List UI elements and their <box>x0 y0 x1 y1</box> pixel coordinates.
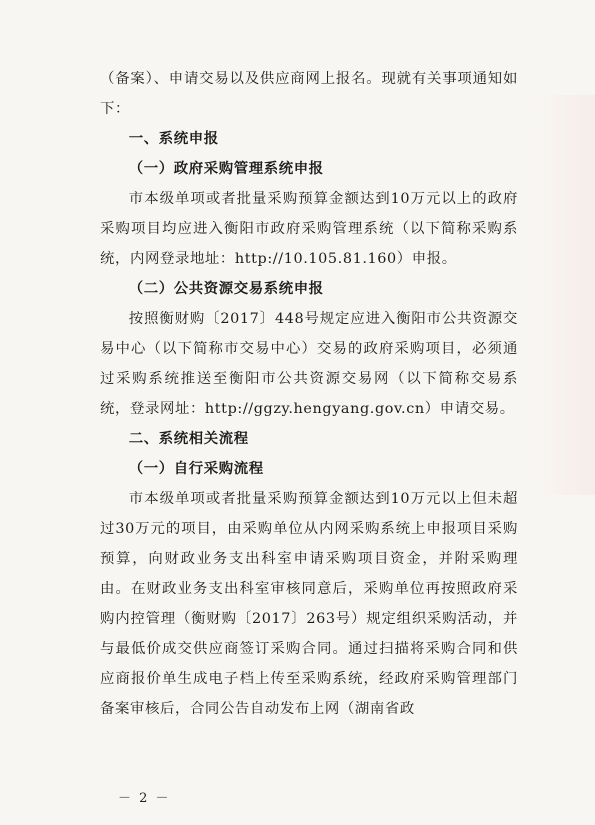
section-heading-system-declaration: 一、系统申报 <box>128 131 219 147</box>
subsection-heading-procurement-system: （一）政府采购管理系统申报 <box>128 160 324 177</box>
section-heading-system-process: 二、系统相关流程 <box>128 431 249 447</box>
red-header-bleed-through <box>535 95 595 495</box>
subsection-heading-self-procurement: （一）自行采购流程 <box>128 460 264 477</box>
subsection-heading-public-resource-system: （二）公共资源交易系统申报 <box>128 280 324 297</box>
paragraph-procurement-system: 市本级单项或者批量采购预算金额达到10万元以上的政府采购项目均应进入衡阳市政府采购管理系统（以下简称采购系统，内网登录地址：http://10.105.81.160）申报。 <box>100 191 518 267</box>
paragraph-public-resource-system: 按照衡财购〔2017〕448号规定应进入衡阳市公共资源交易中心（以下简称市交易中心）交易的政府采购项目，必须通过采购系统推送至衡阳市公共资源交易网（以下简称交易系统，登录网址：http://ggzy.hengyang.gov.cn）申请交易。 <box>100 311 518 417</box>
paragraph-self-procurement: 市本级单项或者批量采购预算金额达到10万元以上但未超过30万元的项目，由采购单位从内网采购系统上申报项目采购预算，向财政业务支出科室申请采购项目资金，并附采购理由。在财政业务支出科室审核同意后，采购单位再按照政府采购内控管理（衡财购〔2017〕263号）规定组织采购活动，并与最低价成交供应商签订采购合同。通过扫描将采购合同和供应商报价单生成电子档上传至采购系统，经政府采购管理部门备案审核后，合同公告自动发布上网（湖南省政 <box>100 491 518 717</box>
page-number: － 2 － <box>118 791 171 806</box>
paragraph-intro: （备案）、申请交易以及供应商网上报名。现就有关事项通知如下： <box>100 71 518 117</box>
document-body <box>100 64 518 724</box>
